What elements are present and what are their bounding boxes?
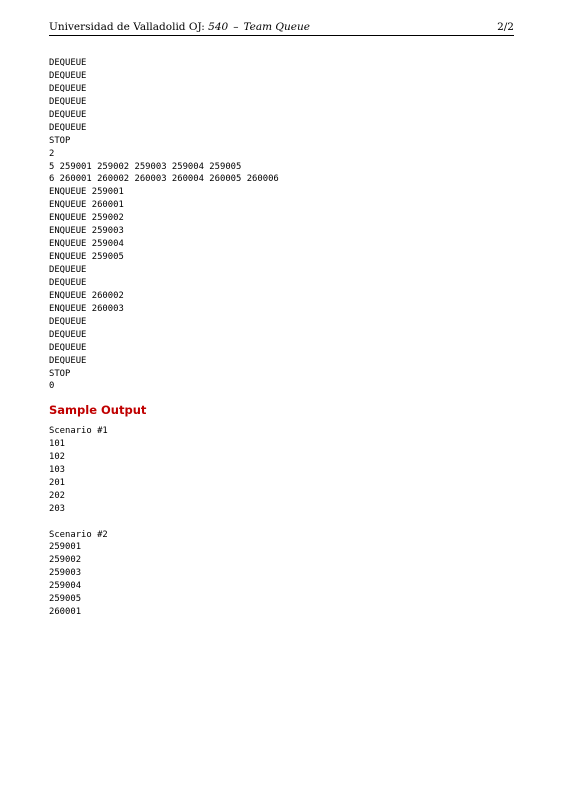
output-line: 203 [49,503,66,514]
sample-input-block [49,57,279,393]
input-line: ENQUEUE 259001 [49,187,124,198]
output-line: 103 [49,464,66,475]
input-line: ENQUEUE 259005 [49,252,124,263]
input-line: ENQUEUE 260003 [49,303,124,314]
input-line: DEQUEUE [49,122,87,133]
header-dash: – [233,21,239,33]
output-line [49,516,108,529]
input-line: 5 259001 259002 259003 259004 259005 [49,161,242,172]
output-line: Scenario #1 [49,426,108,436]
input-line: DEQUEUE [49,58,87,68]
input-line: DEQUEUE [49,70,87,81]
output-line: 259003 [49,568,82,579]
output-line: 101 [49,438,66,449]
input-line: 2 [49,148,55,159]
output-line: 201 [49,477,66,488]
input-line: ENQUEUE 260002 [49,290,124,301]
input-line: ENQUEUE 259004 [49,239,124,250]
output-line: 259005 [49,594,82,605]
input-line: 6 260001 260002 260003 260004 260005 260006 [49,174,279,185]
input-line: DEQUEUE [49,83,87,94]
sample-output-block [49,425,108,619]
output-line: 259001 [49,542,82,553]
header-title [49,21,310,33]
input-line: DEQUEUE [49,342,87,353]
output-line: 202 [49,490,66,501]
header-problem-name: Team Queue [243,21,310,33]
sample-output-heading: Sample Output [49,403,147,417]
input-line: ENQUEUE 260001 [49,200,124,211]
input-line: DEQUEUE [49,96,87,107]
header-page-number: 2/2 [497,21,514,33]
page-header [49,18,514,36]
input-line: STOP [49,368,71,379]
input-line: DEQUEUE [49,265,87,275]
header-title-prefix: Universidad de Valladolid OJ: [49,21,209,33]
output-line: 102 [49,451,66,462]
output-line: 260001 [49,607,82,618]
header-problem-number: 540 [208,21,229,33]
input-line: DEQUEUE [49,109,87,120]
input-line: DEQUEUE [49,355,87,366]
output-line: 259004 [49,581,82,592]
input-line: ENQUEUE 259002 [49,213,124,224]
input-line: DEQUEUE [49,316,87,327]
input-line: DEQUEUE [49,277,87,288]
input-line: STOP [49,135,71,146]
input-line: 0 [49,381,55,392]
output-line: 259002 [49,555,82,566]
input-line: ENQUEUE 259003 [49,226,124,237]
output-line: Scenario #2 [49,529,108,540]
input-line: DEQUEUE [49,329,87,340]
